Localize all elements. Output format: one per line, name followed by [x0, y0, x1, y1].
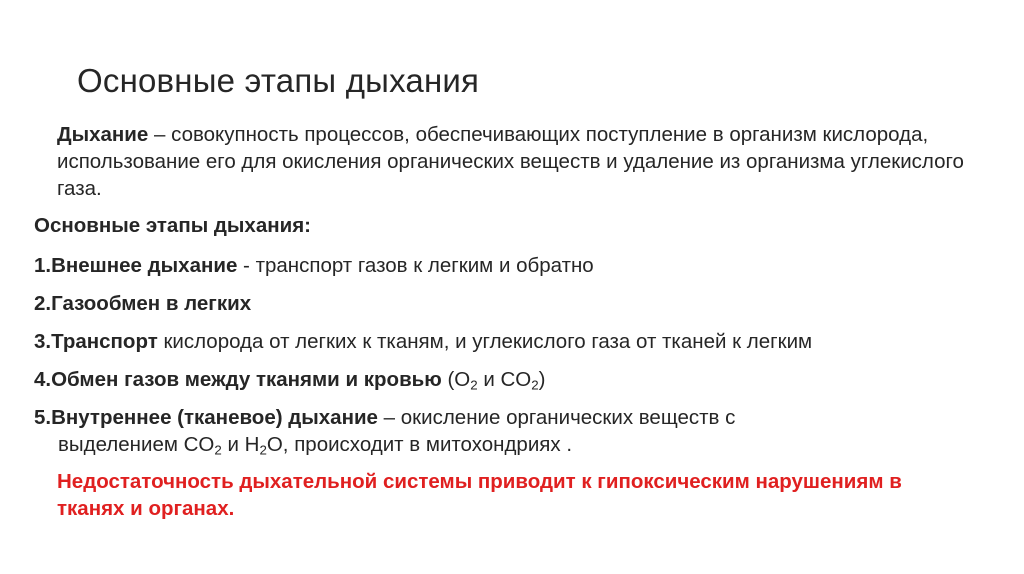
stage-description-continued	[34, 431, 735, 458]
warning-text: Недостаточность дыхательной системы приводит к гипоксическим нарушениям в тканях и органах.	[57, 470, 902, 520]
stage-item	[34, 290, 251, 317]
stage-description: - транспорт газов к легким и обратно	[237, 254, 594, 277]
subscript: 2	[531, 377, 539, 393]
stage-description: кислорода от легких к тканям, и углекислого газа от тканей к легким	[157, 330, 813, 353]
stage-title: 3.Транспорт	[34, 330, 158, 353]
subscript: 2	[214, 442, 222, 458]
stage-item	[34, 366, 545, 393]
stage-description: (O	[441, 368, 471, 391]
stage-item	[34, 404, 735, 458]
stage-item	[34, 252, 594, 279]
stage-description: и H	[221, 433, 260, 456]
stage-item	[34, 328, 812, 355]
stage-title: 1.Внешнее дыхание	[34, 254, 238, 277]
stage-description: O, происходит в митохондриях .	[266, 433, 573, 456]
stage-description: выделением CO	[58, 433, 215, 456]
stage-title: 5.Внутреннее (тканевое) дыхание	[34, 406, 378, 429]
stage-description: )	[538, 368, 546, 391]
subscript: 2	[470, 377, 478, 393]
stage-title: 2.Газообмен в легких	[34, 292, 252, 315]
definition-paragraph	[57, 121, 987, 202]
slide-title: Основные этапы дыхания	[77, 62, 480, 99]
stages-heading: Основные этапы дыхания:	[34, 214, 312, 237]
definition-term: Дыхание	[57, 123, 149, 146]
stage-description: и CO	[477, 368, 532, 391]
stage-title: 4.Обмен газов между тканями и кровью	[34, 368, 442, 391]
stage-description: – окисление органических веществ с	[377, 406, 736, 429]
definition-text: – совокупность процессов, обеспечивающих поступление в организм кислорода, использование его для окисления органических веществ и удаление из организма углекислого газа.	[57, 123, 964, 200]
subscript: 2	[259, 442, 267, 458]
